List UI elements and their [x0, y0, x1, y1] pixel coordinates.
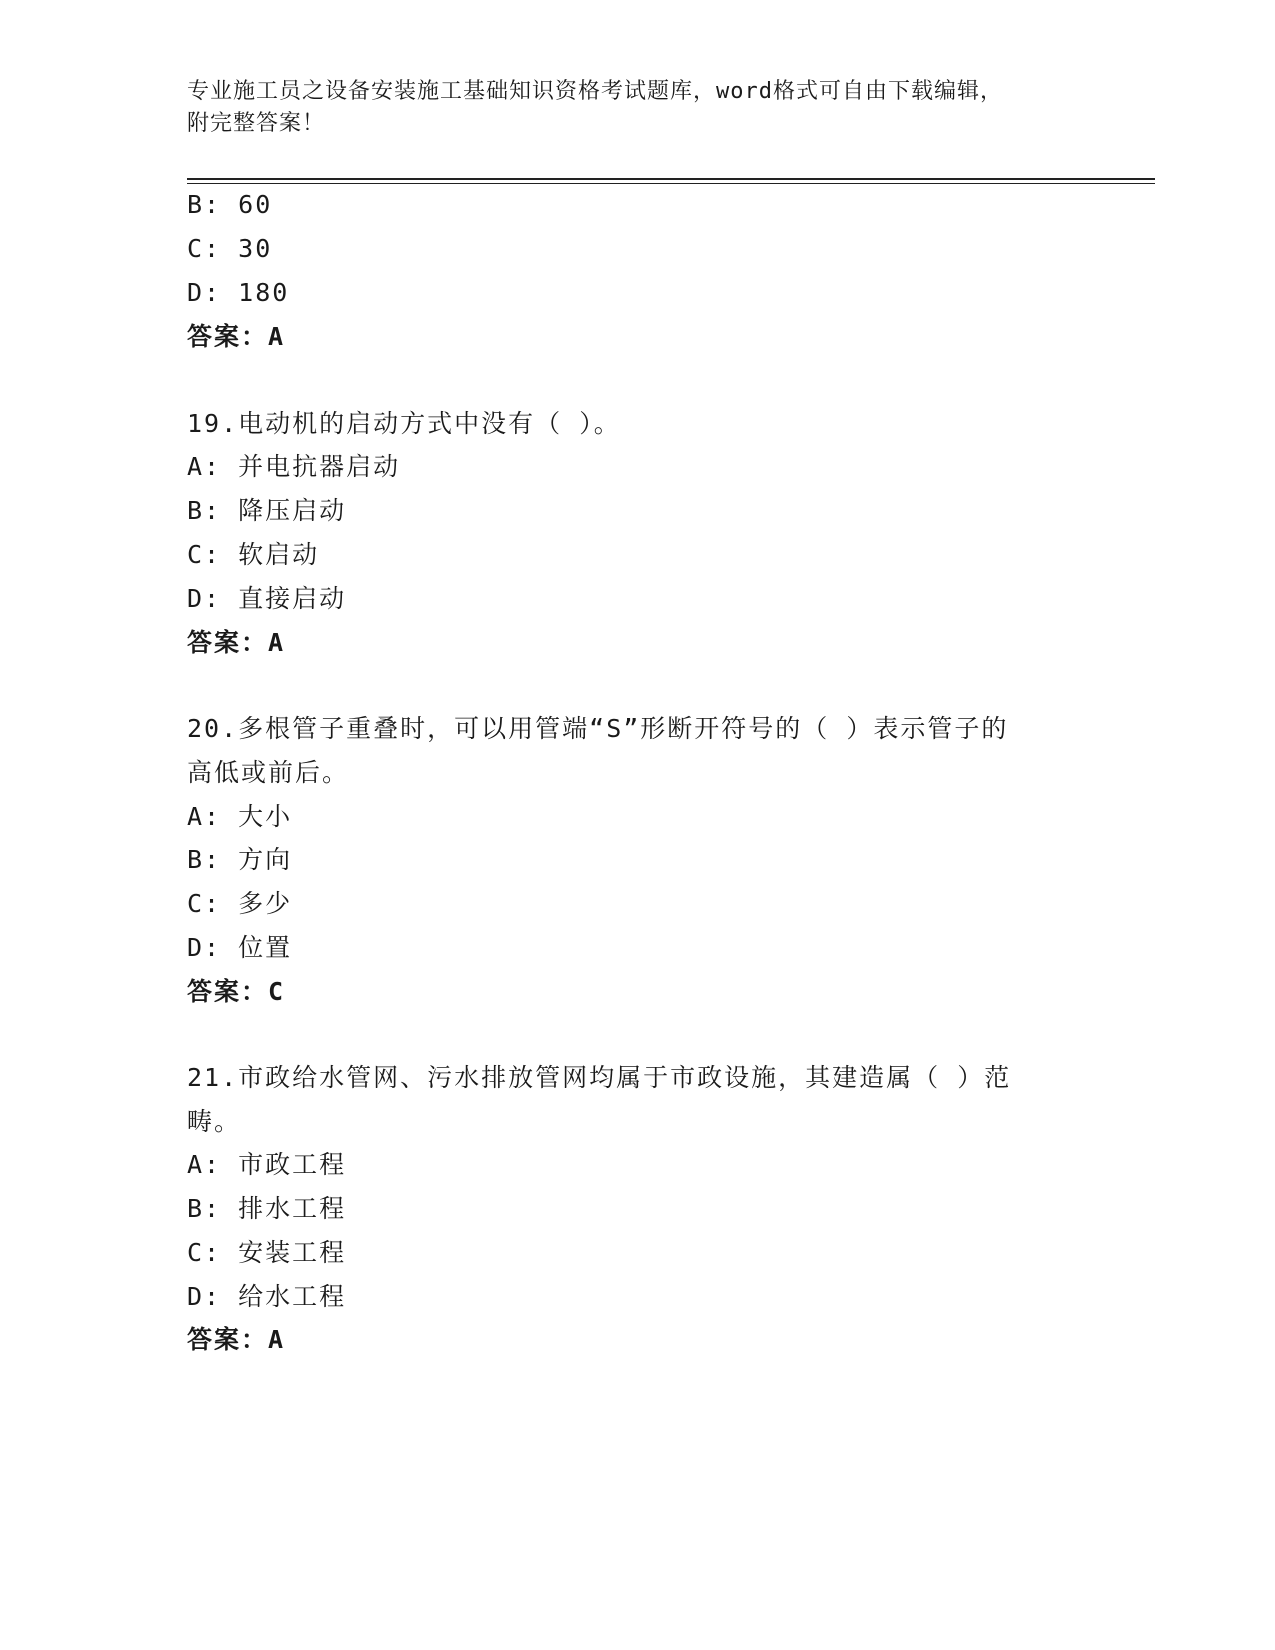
prev-answer: 答案：A	[187, 322, 286, 351]
prev-option-c: C: 30	[187, 234, 273, 263]
q19-option-d: D: 直接启动	[187, 584, 347, 613]
q19-option-b: B: 降压启动	[187, 496, 347, 525]
q20-stem-line2: 高低或前后。	[187, 758, 350, 787]
q21-stem-line1: 21.市政给水管网、污水排放管网均属于市政设施，其建造属（ ）范	[187, 1063, 1012, 1092]
q21-option-c: C: 安装工程	[187, 1238, 347, 1267]
q21-answer: 答案：A	[187, 1325, 286, 1354]
q21-option-b: B: 排水工程	[187, 1194, 347, 1223]
q19-answer: 答案：A	[187, 628, 286, 657]
q20-option-c: C: 多少	[187, 889, 293, 918]
q20-option-b: B: 方向	[187, 845, 293, 874]
prev-option-d: D: 180	[187, 278, 290, 307]
q19-stem: 19.电动机的启动方式中没有（ ）。	[187, 409, 621, 438]
document-header	[187, 76, 1067, 140]
prev-option-b: B: 60	[187, 190, 273, 219]
q20-stem-line1: 20.多根管子重叠时，可以用管端“S”形断开符号的（ ）表示管子的	[187, 714, 1009, 743]
q20-option-a: A: 大小	[187, 802, 293, 831]
q20-option-d: D: 位置	[187, 933, 293, 962]
q21-option-d: D: 给水工程	[187, 1282, 347, 1311]
header-title-line1: 专业施工员之设备安装施工基础知识资格考试题库，word格式可自由下载编辑，	[187, 79, 1003, 104]
q21-option-a: A: 市政工程	[187, 1150, 347, 1179]
header-title-line2: 附完整答案！	[187, 111, 326, 136]
q19-option-c: C: 软启动	[187, 540, 320, 569]
q21-stem-line2: 畴。	[187, 1107, 242, 1136]
header-divider-thick	[187, 178, 1155, 180]
q19-option-a: A: 并电抗器启动	[187, 452, 401, 481]
q20-answer: 答案：C	[187, 977, 286, 1006]
header-divider-thin	[187, 183, 1155, 184]
